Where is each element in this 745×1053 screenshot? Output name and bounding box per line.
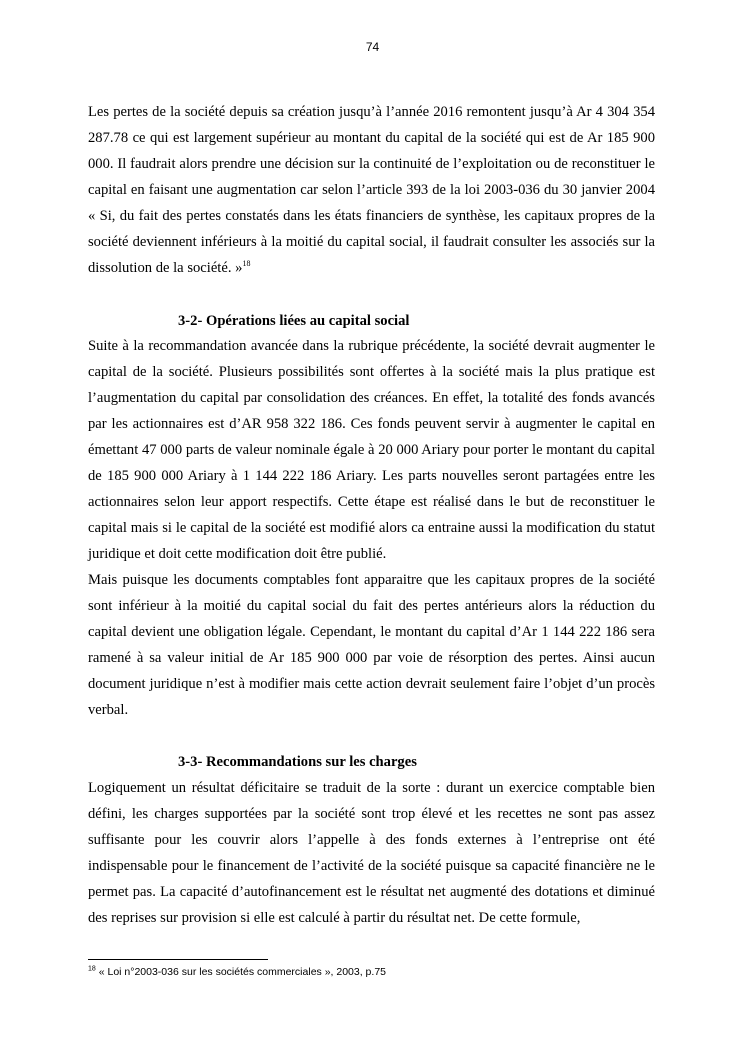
paragraph-capital-reduction: Mais puisque les documents comptables font apparaitre que les capitaux propres de la société sont inférieur à la moitié du capital social du fait des pertes antérieurs alors la réduction du capital devient une obligation légale. Cependant, le montant du capital d’Ar 1 144 222 186 sera ramené à sa valeur initial de Ar 185 900 000 par voie de résorption des pertes. Ainsi aucun document juridique n’est à modifier mais cette action devrait seulement faire l’objet d’un procès verbal. [88, 572, 655, 718]
footnote-divider [88, 959, 268, 960]
paragraph-losses [88, 99, 655, 281]
page-number: 74 [365, 40, 380, 54]
footnote-reference: 18 [242, 259, 251, 269]
section-heading-3-2: 3-2- Opérations liées au capital social [178, 313, 410, 329]
footnote-text: « Loi n°2003-036 sur les sociétés commerciales », 2003, p.75 [98, 966, 386, 978]
footnote [88, 965, 386, 979]
paragraph-capital-increase: Suite à la recommandation avancée dans la rubrique précédente, la société devrait augmenter le capital de la société. Plusieurs possibilités sont offertes à la société mais la plus pratique est l’augmentation du capital par consolidation des créances. En effet, la totalité des fonds avancés par les actionnaires est d’AR 958 322 186. Ces fonds peuvent servir à augmenter le capital en émettant 47 000 parts de valeur nominale égale à 20 000 Ariary pour porter le montant du capital de 185 900 000 Ariary à 1 144 222 186 Ariary. Les parts nouvelles seront partagées entre les actionnaires selon leur apport respectifs. Cette étape est réalisé dans le but de reconstituer le capital mais si le capital de la société est modifié alors ca entraine aussi la modification du statut juridique et doit cette modification doit être publié. [88, 338, 655, 562]
footnote-number: 18 [88, 965, 96, 973]
section-heading-3-3: 3-3- Recommandations sur les charges [178, 754, 417, 770]
paragraph-losses-text: Les pertes de la société depuis sa création jusqu’à l’année 2016 remontent jusqu’à Ar 4 304 354 287.78 ce qui est largement supérieur au montant du capital de la société qui est de Ar 185 900 000. Il faudrait alors prendre une décision sur la continuité de l’exploitation ou de reconstituer le capital en faisant une augmentation car selon l’article 393 de la loi 2003-036 du 30 janvier 2004 « Si, du fait des pertes constatés dans les états financiers de synthèse, les capitaux propres de la société deviennent inférieurs à la moitié du capital social, il faudrait consulter les associés sur la dissolution de la société. » [88, 104, 655, 276]
paragraph-charges: Logiquement un résultat déficitaire se traduit de la sorte : durant un exercice comptable bien défini, les charges supportées par la société sont trop élevé et les recettes ne sont pas assez suffisante pour les couvrir alors l’appelle à des fonds externes à l’entreprise ont été indispensable pour le financement de l’activité de la société puisque sa capacité financière ne le permet pas. La capacité d’autofinancement est le résultat net augmenté des dotations et diminué des reprises sur provision si elle est calculé à partir du résultat net. De cette formule, [88, 780, 655, 926]
